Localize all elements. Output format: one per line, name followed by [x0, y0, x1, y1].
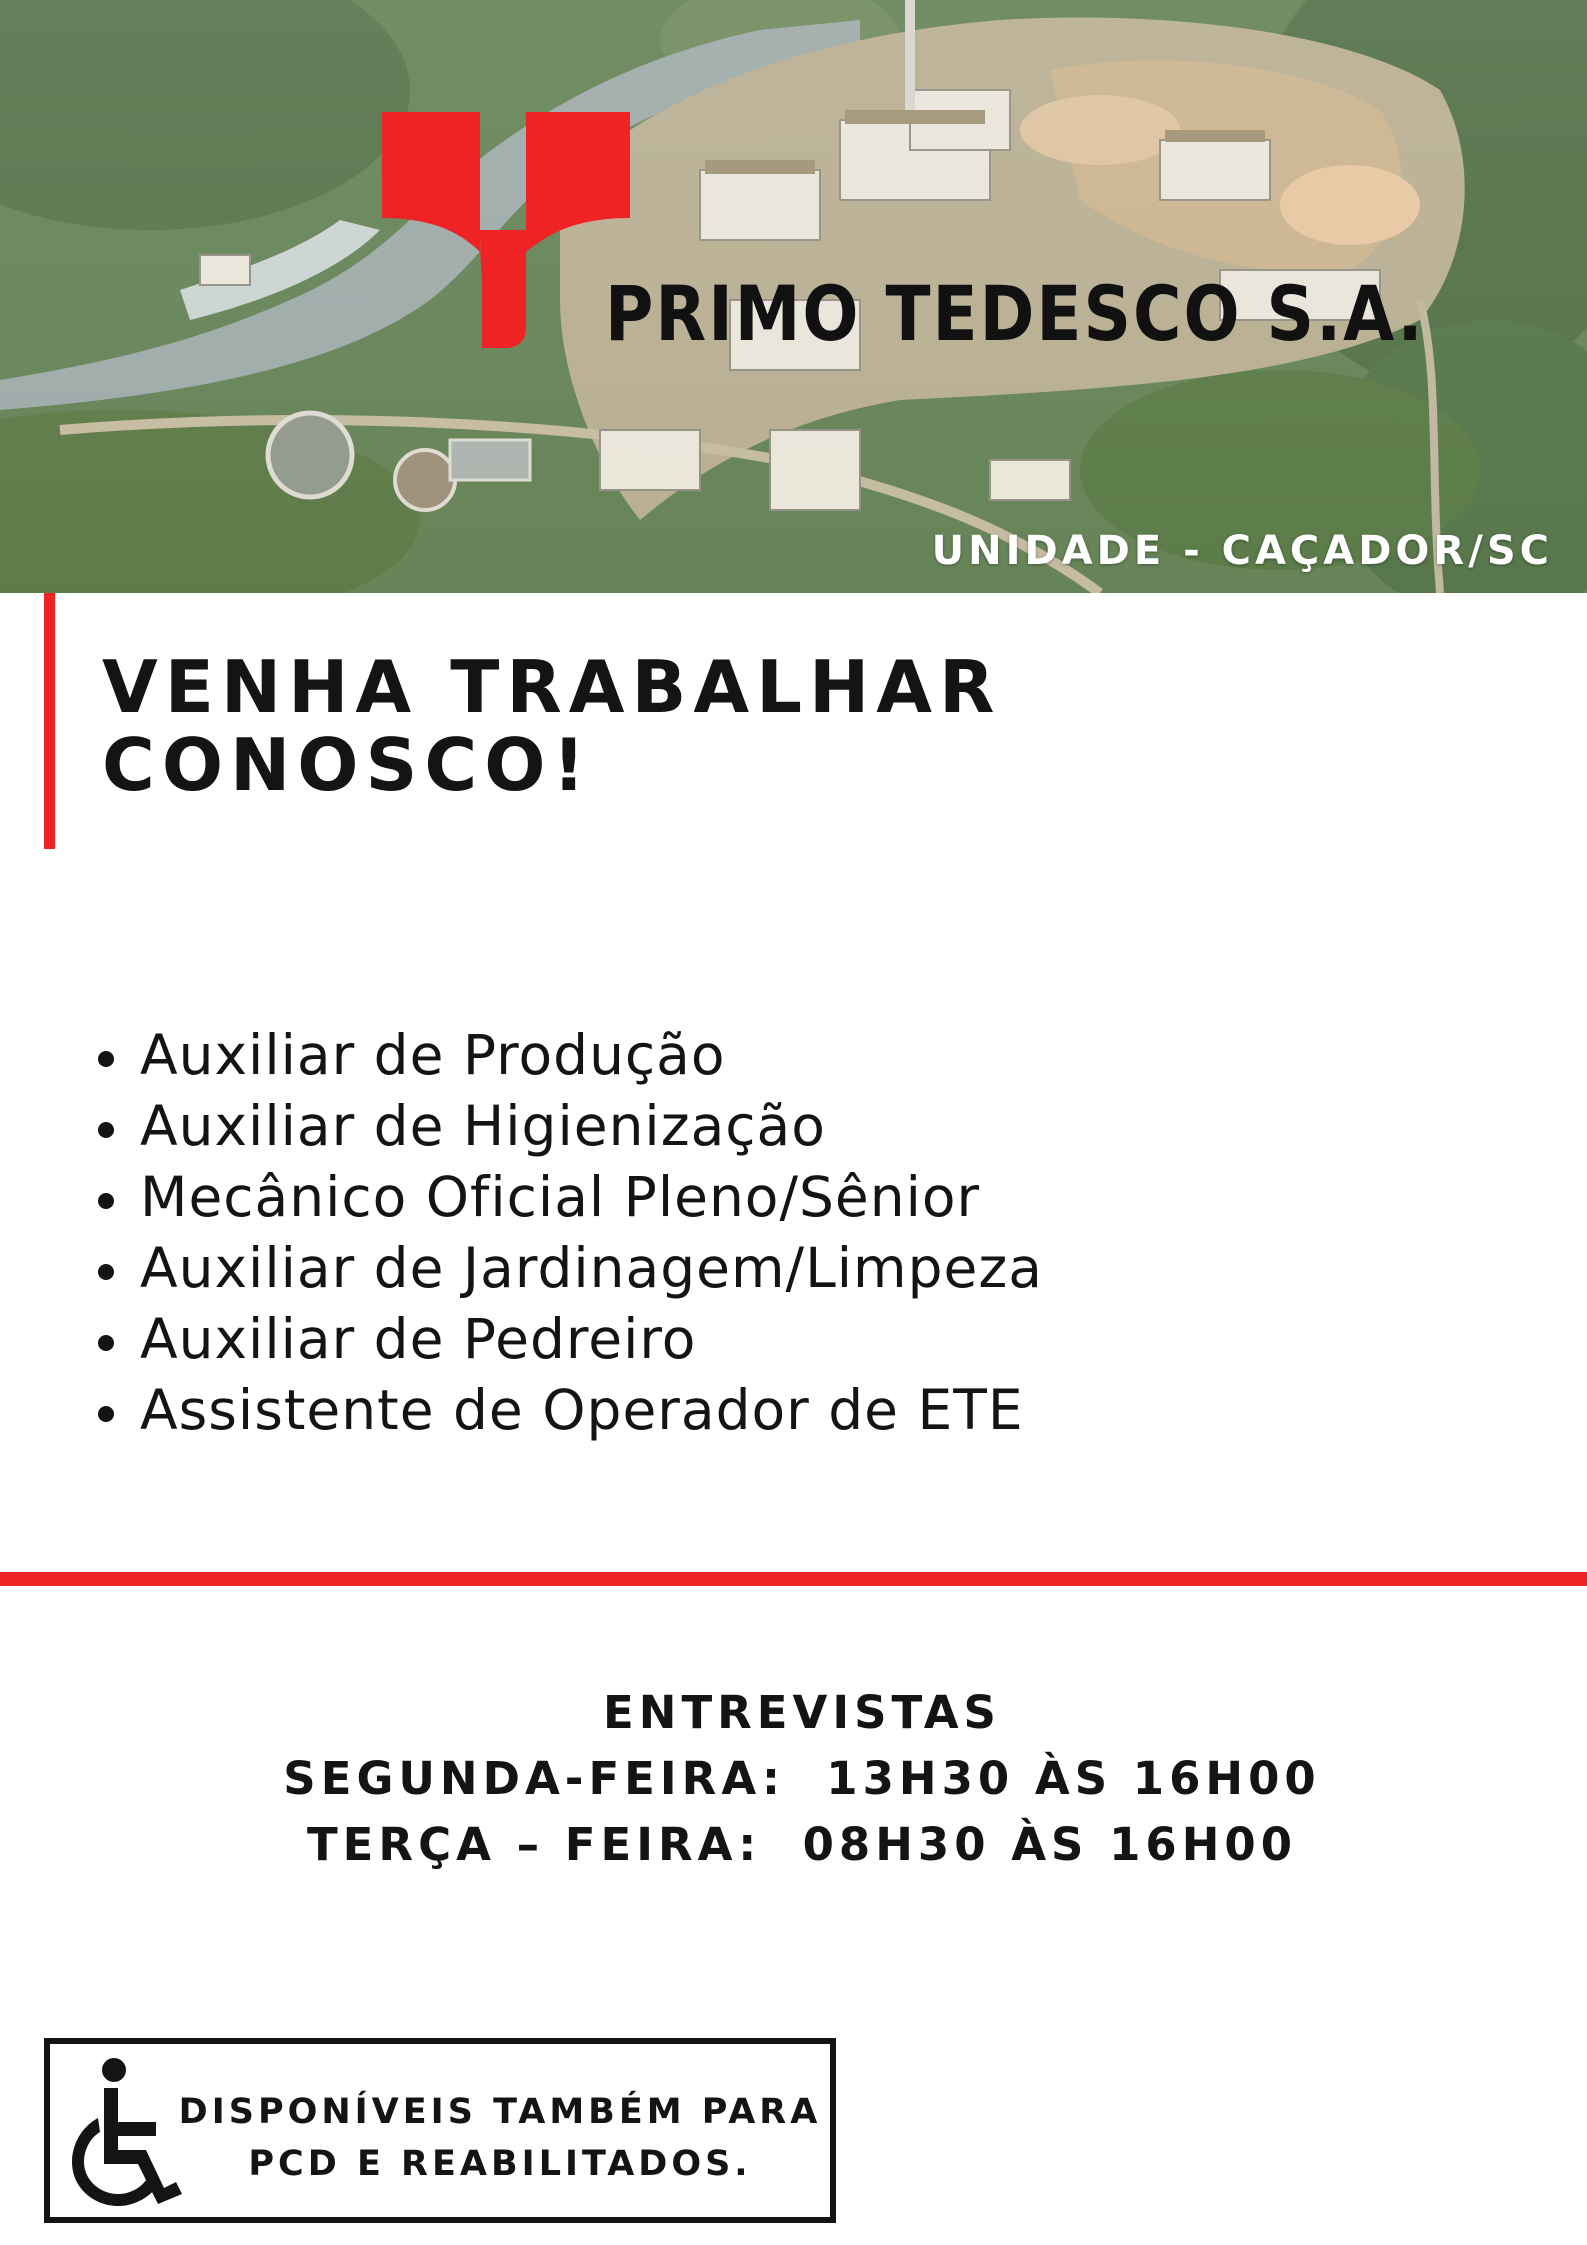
- unit-location-label: UNIDADE - CAÇADOR/SC: [931, 528, 1553, 574]
- pcd-notice-box: [44, 2038, 836, 2223]
- pcd-line-1: DISPONÍVEIS TAMBÉM PARA: [178, 2092, 822, 2132]
- job-openings-list: [92, 1020, 1043, 1446]
- list-item: [92, 1091, 1043, 1162]
- interview-monday: SEGUNDA-FEIRA: 13H30 ÀS 16H00: [283, 1752, 1321, 1805]
- list-item: [92, 1020, 1043, 1091]
- bullet-icon: [98, 1335, 114, 1351]
- list-item: [92, 1162, 1043, 1233]
- job-title: Mecânico Oficial Pleno/Sênior: [140, 1165, 981, 1229]
- job-title: Auxiliar de Produção: [140, 1023, 726, 1087]
- headline-accent-bar: [44, 593, 55, 849]
- interview-schedule: [0, 1680, 1587, 1878]
- job-title: Auxiliar de Higienização: [140, 1094, 826, 1158]
- primo-tedesco-logo-icon: [382, 112, 630, 348]
- aerial-photo-header: [0, 0, 1587, 593]
- headline: [102, 645, 1002, 807]
- job-title: Auxiliar de Pedreiro: [140, 1307, 697, 1371]
- company-name: PRIMO TEDESCO S.A.: [605, 270, 1425, 359]
- bullet-icon: [98, 1122, 114, 1138]
- bullet-icon: [98, 1406, 114, 1422]
- section-divider: [0, 1572, 1587, 1586]
- job-title: Auxiliar de Jardinagem/Limpeza: [140, 1236, 1043, 1300]
- bullet-icon: [98, 1051, 114, 1067]
- list-item: [92, 1233, 1043, 1304]
- wheelchair-icon: [72, 2056, 182, 2206]
- bullet-icon: [98, 1193, 114, 1209]
- pcd-line-2: PCD E REABILITADOS.: [248, 2144, 752, 2184]
- interview-title: ENTREVISTAS: [603, 1686, 1001, 1739]
- bullet-icon: [98, 1264, 114, 1280]
- job-title: Assistente de Operador de ETE: [140, 1378, 1024, 1442]
- headline-line-2: CONOSCO!: [102, 723, 593, 807]
- pcd-notice-text: [170, 2086, 830, 2190]
- list-item: [92, 1304, 1043, 1375]
- list-item: [92, 1375, 1043, 1446]
- interview-tuesday: TERÇA – FEIRA: 08H30 ÀS 16H00: [306, 1818, 1297, 1871]
- headline-line-1: VENHA TRABALHAR: [102, 645, 1002, 729]
